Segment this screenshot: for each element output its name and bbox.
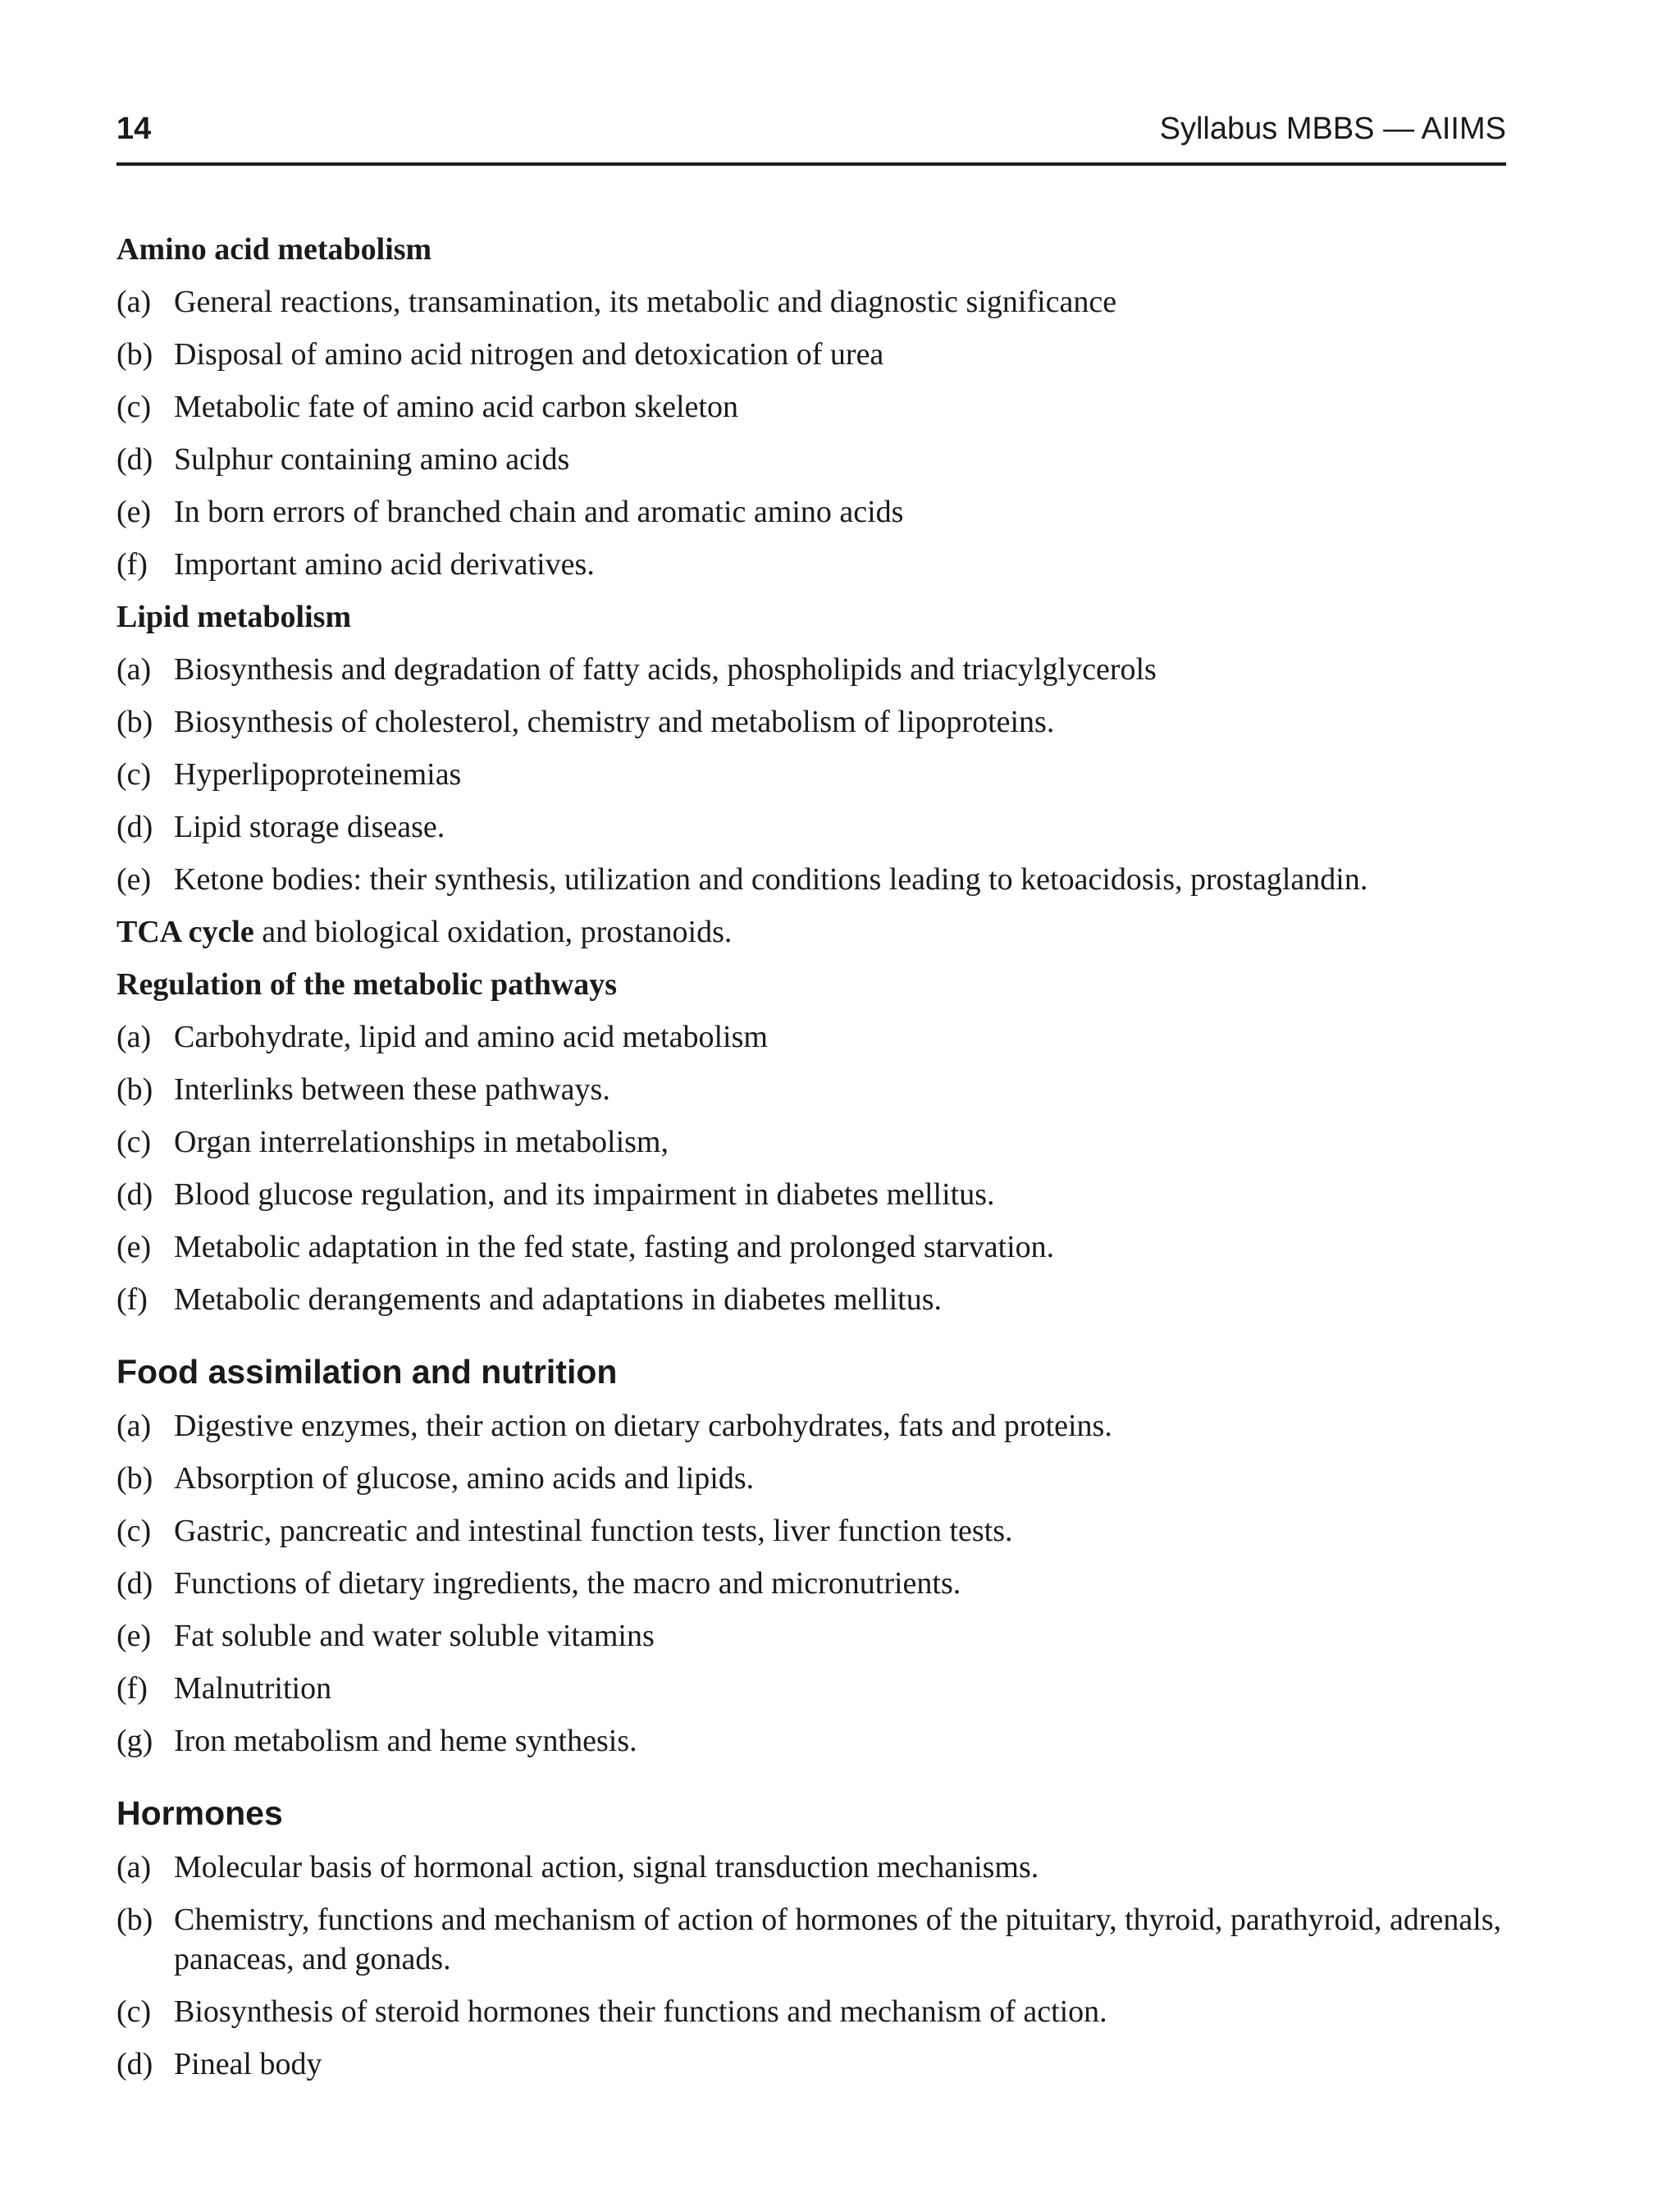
- list-item: [116, 1557, 1506, 1610]
- list-item: [116, 1715, 1506, 1767]
- list-marker: (c): [116, 390, 152, 424]
- page-content: [116, 223, 1506, 2090]
- list-item-text: Blood glucose regulation, and its impairment in diabetes mellitus.: [174, 1177, 995, 1212]
- list-item: [116, 1063, 1506, 1116]
- list-marker: (a): [116, 1409, 152, 1443]
- list-item: [116, 1662, 1506, 1715]
- list-item: [116, 1841, 1506, 1894]
- list-marker: (d): [116, 810, 153, 844]
- list-marker: (c): [116, 757, 152, 792]
- list-item-text: Metabolic fate of amino acid carbon skeleton: [174, 390, 738, 424]
- list-item-text: Carbohydrate, lipid and amino acid metabolism: [174, 1020, 768, 1054]
- list-item: [116, 1505, 1506, 1557]
- section-food-assimilation: [116, 1344, 1506, 1767]
- page-header: [116, 107, 1506, 166]
- tca-cycle-rest: and biological oxidation, prostanoids.: [253, 915, 733, 949]
- list-item-text: Absorption of glucose, amino acids and lipids.: [174, 1461, 755, 1496]
- section-title: Lipid metabolism: [116, 600, 352, 634]
- list-marker: (e): [116, 1230, 152, 1264]
- list-item: [116, 643, 1506, 696]
- list-item-text: Ketone bodies: their synthesis, utilization and conditions leading to ketoacidosis, prostaglandin.: [174, 862, 1368, 897]
- list-marker: (f): [116, 1282, 148, 1317]
- list-item: [116, 1116, 1506, 1168]
- list-item: [116, 381, 1506, 433]
- section-regulation: [116, 958, 1506, 1326]
- list-item: [116, 1400, 1506, 1452]
- list-marker: (e): [116, 862, 152, 897]
- list-item-text: Gastric, pancreatic and intestinal function tests, liver function tests.: [174, 1514, 1013, 1548]
- list-item: [116, 696, 1506, 748]
- list-marker: (b): [116, 1903, 153, 1937]
- list-item: [116, 2038, 1506, 2090]
- list-item: [116, 1168, 1506, 1221]
- list-marker: (b): [116, 705, 153, 739]
- list-item: [116, 433, 1506, 486]
- list-item-text: Hyperlipoproteinemias: [174, 757, 462, 792]
- list-marker: (e): [116, 1619, 152, 1653]
- list-item: [116, 1273, 1506, 1326]
- list-marker: (f): [116, 547, 148, 582]
- section-heading: Food assimilation and nutrition: [116, 1353, 618, 1391]
- list-marker: (e): [116, 495, 152, 529]
- list-item-text: Biosynthesis and degradation of fatty acids, phospholipids and triacylglycerols: [174, 652, 1157, 687]
- list-item: [116, 1610, 1506, 1662]
- list-item-text: Lipid storage disease.: [174, 810, 445, 844]
- list-item-text: Disposal of amino acid nitrogen and detoxication of urea: [174, 337, 884, 372]
- list-marker: (c): [116, 1994, 152, 2029]
- list-item: [116, 1985, 1506, 2038]
- list-marker: (g): [116, 1724, 153, 1758]
- list-item: [116, 1452, 1506, 1505]
- list-item: [116, 1011, 1506, 1063]
- list-marker: (b): [116, 1461, 153, 1496]
- list-item-text: Pineal body: [174, 2047, 322, 2081]
- list-item-text: Functions of dietary ingredients, the macro and micronutrients.: [174, 1566, 961, 1601]
- list-marker: (b): [116, 1072, 153, 1107]
- list-item-text: Interlinks between these pathways.: [174, 1072, 610, 1107]
- list-item: [116, 1894, 1506, 1985]
- list-item-text: Important amino acid derivatives.: [174, 547, 595, 582]
- section-title: Regulation of the metabolic pathways: [116, 967, 618, 1002]
- list-item-text: Biosynthesis of steroid hormones their functions and mechanism of action.: [174, 1994, 1107, 2029]
- list-item-text: Chemistry, functions and mechanism of action of hormones of the pituitary, thyroid, parathyroid, adrenals, panaceas, and gonads.: [174, 1903, 1502, 1976]
- list-item: [116, 538, 1506, 591]
- page-number: 14: [116, 112, 152, 146]
- list-item-text: Organ interrelationships in metabolism,: [174, 1125, 669, 1159]
- list-item: [116, 801, 1506, 853]
- list-item-text: Fat soluble and water soluble vitamins: [174, 1619, 655, 1653]
- list-item-text: Metabolic derangements and adaptations in diabetes mellitus.: [174, 1282, 943, 1317]
- list-marker: (a): [116, 1020, 152, 1054]
- list-marker: (c): [116, 1514, 152, 1548]
- list-marker: (a): [116, 1850, 152, 1884]
- section-title: Amino acid metabolism: [116, 232, 432, 267]
- list-marker: (c): [116, 1125, 152, 1159]
- list-item-text: Molecular basis of hormonal action, signal transduction mechanisms.: [174, 1850, 1039, 1884]
- section-heading: Hormones: [116, 1794, 283, 1832]
- list-marker: (a): [116, 652, 152, 687]
- list-item: [116, 276, 1506, 328]
- tca-cycle-bold: TCA cycle: [116, 915, 254, 949]
- list-item: [116, 748, 1506, 801]
- list-item: [116, 1221, 1506, 1273]
- list-marker: (d): [116, 2047, 153, 2081]
- list-marker: (d): [116, 1177, 153, 1212]
- list-item-text: Biosynthesis of cholesterol, chemistry and metabolism of lipoproteins.: [174, 705, 1055, 739]
- list-marker: (a): [116, 285, 152, 319]
- list-item-text: Digestive enzymes, their action on dietary carbohydrates, fats and proteins.: [174, 1409, 1112, 1443]
- section-amino-acid-metabolism: [116, 223, 1506, 591]
- list-item-text: Malnutrition: [174, 1671, 332, 1706]
- section-hormones: [116, 1785, 1506, 2090]
- section-lipid-metabolism: [116, 591, 1506, 906]
- list-item: [116, 853, 1506, 906]
- list-marker: (b): [116, 337, 153, 372]
- tca-cycle-line: [116, 906, 1506, 958]
- list-item: [116, 328, 1506, 381]
- list-item-text: Iron metabolism and heme synthesis.: [174, 1724, 637, 1758]
- running-title: Syllabus MBBS — AIIMS: [1159, 112, 1506, 146]
- list-item-text: Metabolic adaptation in the fed state, fasting and prolonged starvation.: [174, 1230, 1055, 1264]
- list-item-text: General reactions, transamination, its metabolic and diagnostic significance: [174, 285, 1117, 319]
- list-marker: (d): [116, 1566, 153, 1601]
- list-marker: (f): [116, 1671, 148, 1706]
- list-marker: (d): [116, 442, 153, 477]
- list-item: [116, 486, 1506, 538]
- list-item-text: In born errors of branched chain and aromatic amino acids: [174, 495, 904, 529]
- list-item-text: Sulphur containing amino acids: [174, 442, 570, 477]
